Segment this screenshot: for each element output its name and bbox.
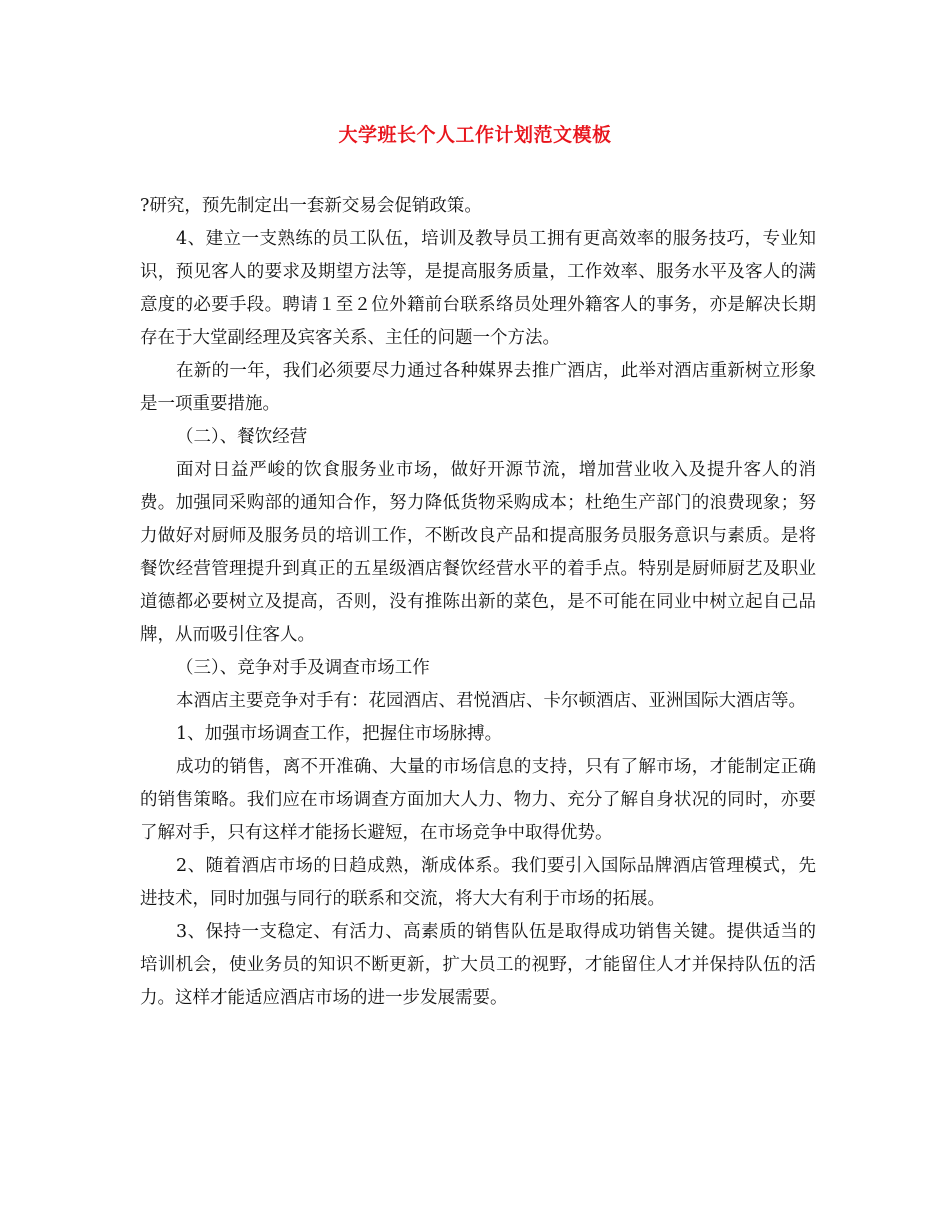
paragraph-item-4: 4、建立一支熟练的员工队伍，培训及教导员工拥有更高效率的服务技巧，专业知识，预见客人的要求及期望方法等，是提高服务质量，工作效率、服务水平及客人的满意度的必要手段。聘请１至２位外籍前台联系络员处理外籍客人的事务，亦是解决长期存在于大堂副经理及宾客关系、主任的问题一个方法。: [140, 229, 816, 348]
section-heading-catering: （二）、餐饮经营: [176, 427, 308, 447]
paragraph-item-3: 3、保持一支稳定、有活力、高素质的销售队伍是取得成功销售关键。提供适当的培训机会，使业务员的知识不断更新，扩大员工的视野，才能留住人才并保持队伍的活力。这样才能适应酒店市场的进一步发展需要。: [140, 922, 816, 1008]
paragraph-catering: 面对日益严峻的饮食服务业市场，做好开源节流，增加营业收入及提升客人的消费。加强同采购部的通知合作，努力降低货物采购成本；杜绝生产部门的浪费现象；努力做好对厨师及服务员的培训工作，不断改良产品和提高服务员服务意识与素质。是将餐饮经营管理提升到真正的五星级酒店餐饮经营水平的着手点。特别是厨师厨艺及职业道德都必要树立及提高，否则，没有推陈出新的菜色，是不可能在同业中树立起自己品牌，从而吸引住客人。: [140, 460, 816, 645]
paragraph-continuation: ?研究，预先制定出一套新交易会促销政策。: [140, 196, 482, 216]
paragraph-market-info: 成功的销售，离不开准确、大量的市场信息的支持，只有了解市场，才能制定正确的销售策略。我们应在市场调查方面加大人力、物力、充分了解自身状况的同时，亦要了解对手，只有这样才能扬长避短，在市场竞争中取得优势。: [140, 757, 816, 843]
document-body: [140, 190, 816, 1015]
paragraph-item-1: 1、加强市场调查工作，把握住市场脉搏。: [176, 724, 503, 744]
paragraph-item-2: 2、随着酒店市场的日趋成熟，渐成体系。我们要引入国际品牌酒店管理模式，先进技术，同时加强与同行的联系和交流，将大大有利于市场的拓展。: [140, 856, 816, 909]
paragraph-competitors: 本酒店主要竞争对手有：花园酒店、君悦酒店、卡尔顿酒店、亚洲国际大酒店等。: [176, 691, 806, 711]
paragraph-promotion: 在新的一年，我们必须要尽力通过各种媒界去推广酒店，此举对酒店重新树立形象是一项重要措施。: [140, 361, 816, 414]
section-heading-competition: （三）、竞争对手及调查市场工作: [176, 658, 430, 678]
document-title: 大学班长个人工作计划范文模板: [338, 124, 612, 146]
